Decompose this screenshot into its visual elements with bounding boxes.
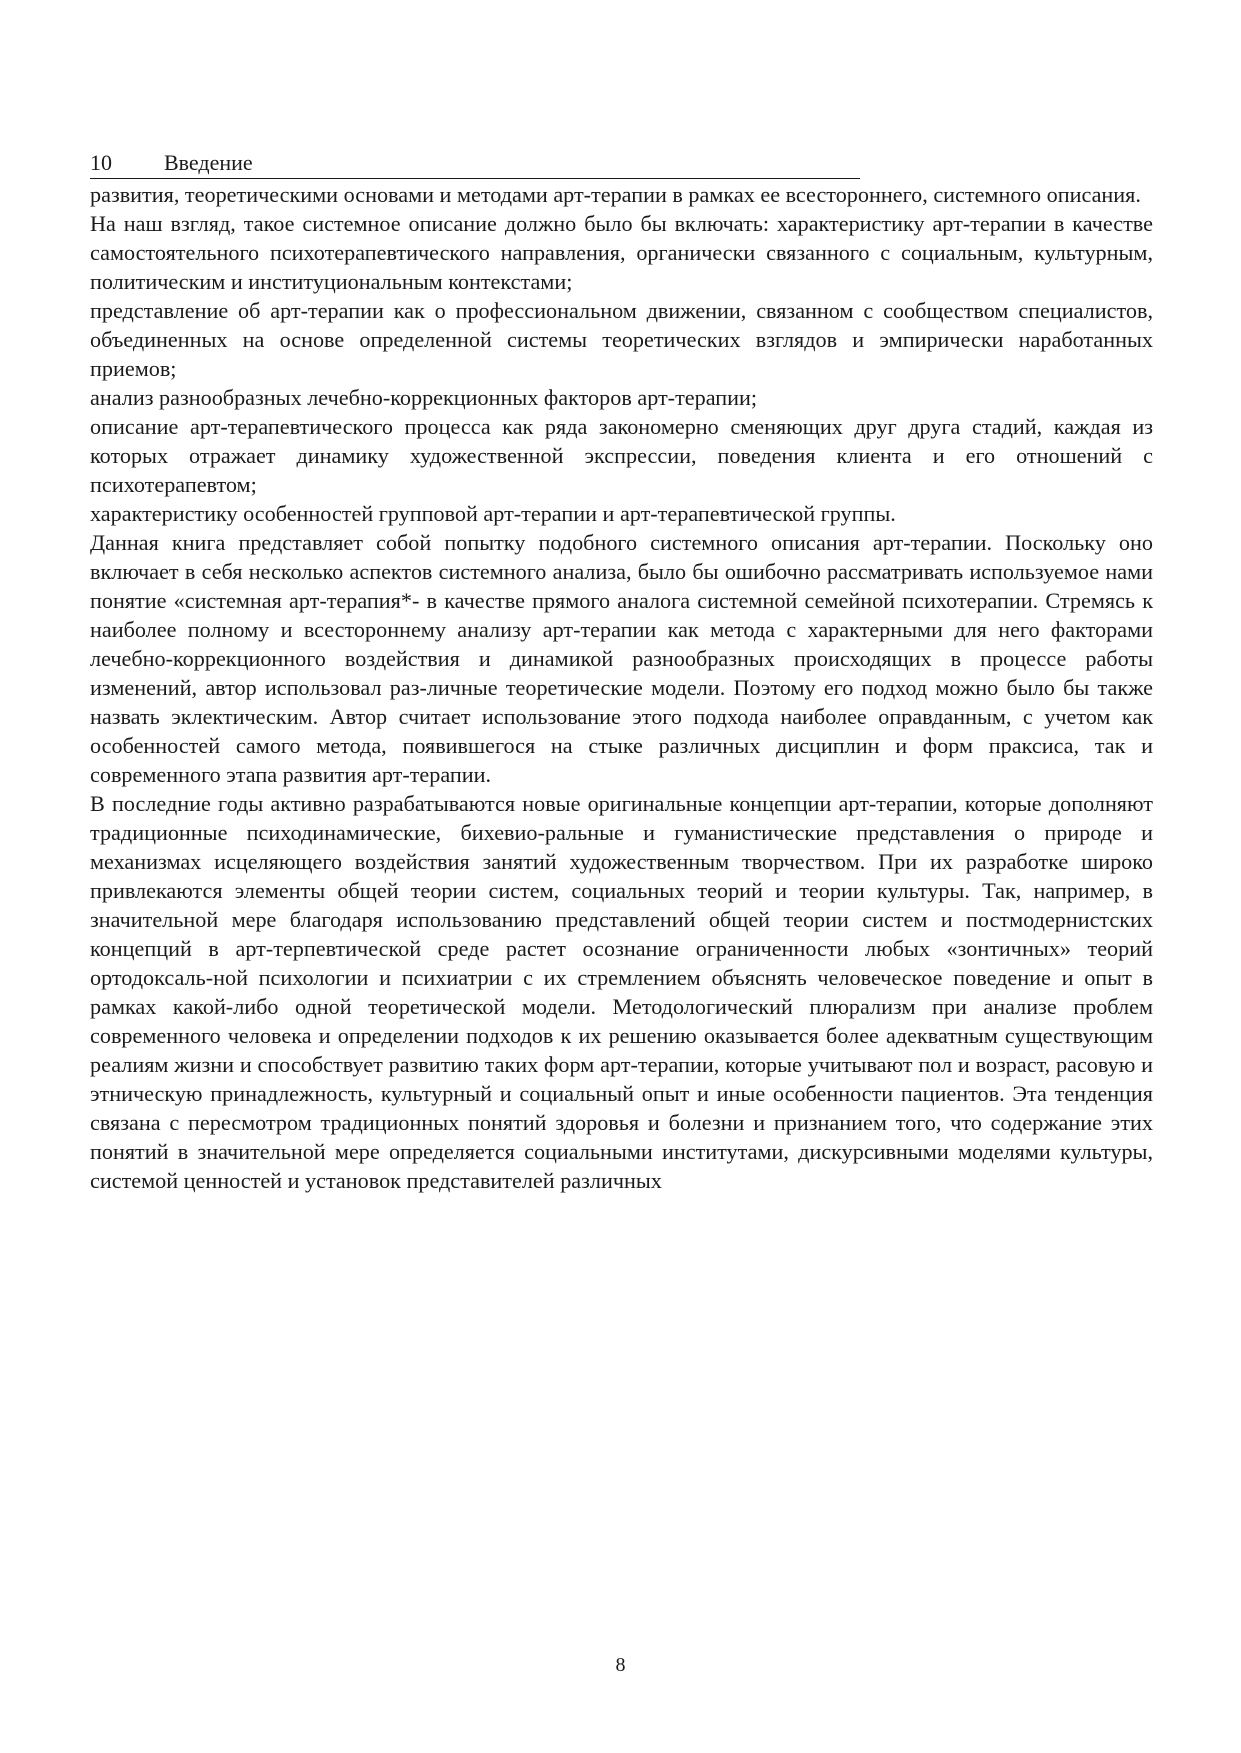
running-header xyxy=(90,150,860,179)
paragraph: развития, теоретическими основами и методами арт-терапии в рамках ее всестороннего, системного описания. xyxy=(90,182,1141,207)
paragraph: описание арт-терапевтического процесса как ряда закономерно сменяющих друг друга стадий, каждая из которых отражает динамику художественной экспрессии, поведения клиента и его отношений с психотерапевтом; xyxy=(90,414,1153,497)
paragraph: характеристику особенностей групповой арт-терапии и арт-терапевтической группы. xyxy=(90,501,896,526)
body-text xyxy=(90,180,1153,1195)
paragraph: На наш взгляд, такое системное описание должно было бы включать: характеристику арт-терапии в качестве самостоятельного психотерапевтического направления, органически связанного с социальным, культурным, политическим и институциональным контекстами; xyxy=(90,211,1153,294)
header-section-title: Введение xyxy=(164,150,253,175)
paragraph: представление об арт-терапии как о профессиональном движении, связанном с сообществом специалистов, объединенных на основе определенной системы теоретических взглядов и эмпирически наработанных приемов; xyxy=(90,298,1153,381)
paragraph: анализ разнообразных лечебно-коррекционных факторов арт-терапии; xyxy=(90,385,758,410)
paragraph: В последние годы активно разрабатываются новые оригинальные концепции арт-терапии, которые дополняют традиционные психодинамические, бихевио-ральные и гуманистические представления о природе и механизмах исцеляющего воздействия занятий художественным творчеством. При их разработке широко привлекаются элементы общей теории систем, социальных теорий и теории культуры. Так, например, в значительной мере благодаря использованию представлений общей теории систем и постмодернистских концепций в арт-терпевтической среде растет осознание ограниченности любых «зонтичных» теорий ортодоксаль-ной психологии и психиатрии с их стремлением объяснять человеческое поведение и опыт в рамках какой-либо одной теоретической модели. Методологический плюрализм при анализе проблем современного человека и определении подходов к их решению оказывается более адекватным существующим реалиям жизни и способствует развитию таких форм арт-терапии, которые учитывают пол и возраст, расовую и этническую принадлежность, культурный и социальный опыт и иные особенности пациентов. Эта тенденция связана с пересмотром традиционных понятий здоровья и болезни и признанием того, что содержание этих понятий в значительной мере определяется социальными институтами, дискурсивными моделями культуры, системой ценностей и установок представителей различных xyxy=(90,791,1153,1193)
page-number: 8 xyxy=(615,1654,626,1676)
paragraph: Данная книга представляет собой попытку подобного системного описания арт-терапии. Поскольку оно включает в себя несколько аспектов системного анализа, было бы ошибочно рассматривать используемое нами понятие «системная арт-терапия*- в качестве прямого аналога системной семейной психотерапии. Стремясь к наиболее полному и всестороннему анализу арт-терапии как метода с характерными для него факторами лечебно-коррекционного воздействия и динамикой разнообразных происходящих в процессе работы изменений, автор использовал раз-личные теоретические модели. Поэтому его подход можно было бы также назвать эклектическим. Автор считает использование этого подхода наиболее оправданным, с учетом как особенностей самого метода, появившегося на стыке различных дисциплин и форм праксиса, так и современного этапа развития арт-терапии. xyxy=(90,530,1153,787)
header-page-label: 10 xyxy=(90,150,112,175)
